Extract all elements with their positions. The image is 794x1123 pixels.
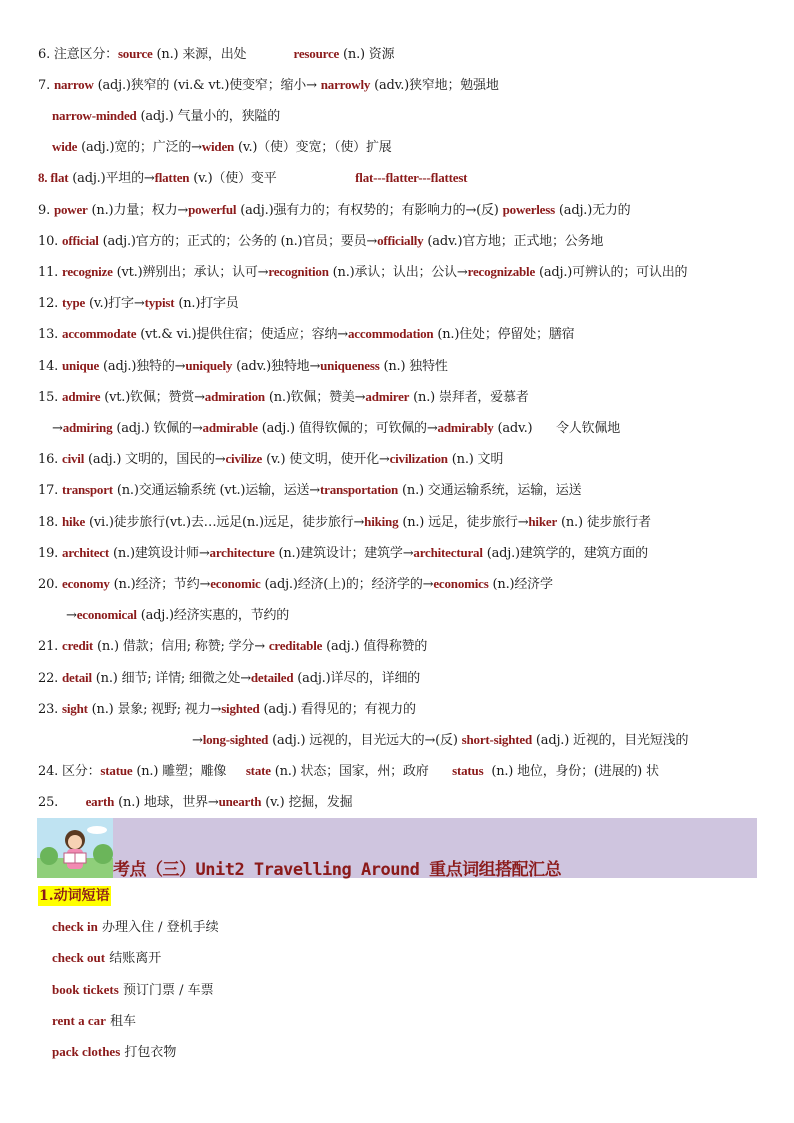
headword: civilize xyxy=(225,451,263,466)
definition-text: 25. xyxy=(38,795,86,810)
phrase-meaning: 结账离开 xyxy=(105,951,162,966)
definition-text: (n.) 细节; 详情; 细微之处→ xyxy=(91,671,251,686)
headword: sight xyxy=(62,701,88,716)
headword: powerful xyxy=(188,202,237,217)
headword: economic xyxy=(210,576,261,591)
definition-text: (adv.)官方地；正式地；公务地 xyxy=(423,234,604,249)
definition-text: (vt.)辨别出；承认；认可→ xyxy=(112,265,269,280)
headword: admire xyxy=(62,389,101,404)
definition-text: (n.) 地位，身份；(进展的) 状 xyxy=(483,764,659,779)
definition-text: (vi.)徒步旅行(vt.)去…远足(n.)远足，徒步旅行→ xyxy=(85,515,365,530)
vocab-entry-line xyxy=(38,637,427,656)
headword: official xyxy=(62,233,99,248)
definition-text: 22. xyxy=(38,671,63,686)
definition-text: (v.)（使）变宽；（使）扩展 xyxy=(234,140,392,155)
definition-text: 13. xyxy=(38,327,63,342)
vocab-entry-line xyxy=(38,544,648,563)
phrase-meaning: 租车 xyxy=(105,1014,137,1029)
definition-text: (n.) 借款；信用; 称赞; 学分→ xyxy=(93,639,269,654)
phrase-item xyxy=(52,918,219,937)
definition-text: (adj.) 值得钦佩的；可钦佩的→ xyxy=(257,421,438,436)
definition-text: 18. xyxy=(38,515,63,530)
definition-text: (adj.)经济(上)的；经济学的→ xyxy=(260,577,434,592)
headword: accommodate xyxy=(62,326,137,341)
subsection-heading: 1.动词短语 xyxy=(39,888,110,904)
phrase-item xyxy=(52,981,214,1000)
definition-text: (n.)承认；认出；公认→ xyxy=(328,265,468,280)
headword: hiking xyxy=(364,514,399,529)
definition-text: 24. 区分： xyxy=(38,764,101,779)
headword: civil xyxy=(62,451,85,466)
definition-text: 21. xyxy=(38,639,63,654)
vocab-entry-line xyxy=(52,107,280,126)
definition-text: (adj.)详尽的，详细的 xyxy=(293,671,421,686)
headword: transport xyxy=(62,482,113,497)
headword: narrowly xyxy=(320,77,371,92)
headword: narrow-minded xyxy=(52,108,137,123)
definition-text: (n.) 远足，徒步旅行→ xyxy=(398,515,529,530)
definition-text: (adj.) 近视的，目光短浅的 xyxy=(532,733,689,748)
definition-text: (adj.)建筑学的，建筑方面的 xyxy=(482,546,648,561)
headword: detail xyxy=(62,670,92,685)
phrase-english: check in xyxy=(52,919,98,934)
definition-text: (adj.)平坦的→ xyxy=(68,171,155,186)
definition-text: 15. xyxy=(38,390,63,405)
definition-text: (v.)（使）变平 xyxy=(189,171,356,186)
definition-text: (adv.)狭窄地；勉强地 xyxy=(370,78,499,93)
headword: widen xyxy=(201,139,235,154)
definition-text: (adj.)可辨认的；可认出的 xyxy=(535,265,688,280)
definition-text: (n.)交通运输系统 (vt.)运输，运送→ xyxy=(112,483,320,498)
headword: sighted xyxy=(221,701,260,716)
headword: state xyxy=(245,763,271,778)
phrase-english: rent a car xyxy=(52,1013,106,1028)
definition-text: (vt.& vi.)提供住宿；使适应；容纳→ xyxy=(136,327,348,342)
vocab-entry-line xyxy=(38,575,553,594)
headword: recognize xyxy=(62,264,113,279)
headword: accommodation xyxy=(347,326,434,341)
headword: narrow xyxy=(53,77,94,92)
definition-text: 16. xyxy=(38,452,63,467)
headword: economical xyxy=(76,607,137,622)
definition-text: (adv.)独特地→ xyxy=(232,359,321,374)
phrase-item xyxy=(52,1043,176,1062)
definition-text: 19. xyxy=(38,546,63,561)
definition-text: (adj.)官方的；正式的；公务的 (n.)官员；要员→ xyxy=(98,234,378,249)
headword: flatten xyxy=(154,170,190,185)
definition-text: (n.) 交通运输系统，运输，运送 xyxy=(398,483,582,498)
vocab-entry-line xyxy=(38,45,394,64)
definition-text: (n.) 资源 xyxy=(339,47,395,62)
definition-text: 12. xyxy=(38,296,63,311)
vocab-entry-line xyxy=(38,357,448,376)
headword: earth xyxy=(85,794,115,809)
vocab-entry-line xyxy=(38,294,239,313)
headword: architecture xyxy=(209,545,275,560)
definition-text: 11. xyxy=(38,265,63,280)
definition-text: (n.) 文明 xyxy=(447,452,504,467)
definition-text: (n.)打字员 xyxy=(174,296,239,311)
headword: admirably xyxy=(437,420,494,435)
headword: uniquely xyxy=(185,358,233,373)
definition-text: (adj.)狭窄的 (vi.& vt.)使变窄；缩小→ xyxy=(93,78,321,93)
phrase-meaning: 打包衣物 xyxy=(120,1045,177,1060)
headword: 8. flat xyxy=(38,170,69,185)
definition-text: (n.)住处；停留处；膳宿 xyxy=(433,327,575,342)
vocab-entry-line xyxy=(38,669,420,688)
section-title: 考点（三）Unit2 Travelling Around 重点词组搭配汇总 xyxy=(113,860,562,880)
headword: creditable xyxy=(268,638,323,653)
definition-text: (adj.) 远视的，目光远大的→(反) xyxy=(268,733,462,748)
headword: long-sighted xyxy=(202,732,269,747)
headword: officially xyxy=(377,233,424,248)
headword: recognizable xyxy=(467,264,536,279)
headword: admiration xyxy=(204,389,265,404)
definition-text: (vt.)钦佩；赞赏→ xyxy=(100,390,205,405)
definition-text: (v.) 挖掘，发掘 xyxy=(261,795,353,810)
vocab-entry-line xyxy=(38,76,499,95)
definition-text: (n.)钦佩；赞美→ xyxy=(264,390,366,405)
headword: short-sighted xyxy=(461,732,532,747)
definition-text: (adj.) 看得见的；有视力的 xyxy=(259,702,416,717)
definition-text: (n.) 来源，出处 xyxy=(152,47,294,62)
definition-text: 20. xyxy=(38,577,63,592)
vocab-entry-line xyxy=(38,325,574,344)
headword: wide xyxy=(52,139,78,154)
headword: powerless xyxy=(502,202,555,217)
definition-text: 9. xyxy=(38,203,54,218)
definition-text: (adj.)强有力的；有权势的；有影响力的→(反) xyxy=(236,203,503,218)
phrase-english: pack clothes xyxy=(52,1044,121,1059)
definition-text: (n.) 雕塑；雕像 xyxy=(132,764,246,779)
definition-text: (n.) 状态；国家，州；政府 xyxy=(270,764,453,779)
definition-text: (adj.) 文明的，国民的→ xyxy=(84,452,226,467)
definition-text: (adj.) 值得称赞的 xyxy=(322,639,428,654)
vocab-entry-line xyxy=(192,731,688,750)
definition-text: → xyxy=(66,608,77,623)
girl-reading-illustration xyxy=(37,818,113,878)
vocab-entry-line xyxy=(52,138,392,157)
vocab-entry-line xyxy=(38,388,529,407)
definition-text: 6. 注意区分： xyxy=(38,47,118,62)
definition-text: (n.) 地球，世界→ xyxy=(114,795,219,810)
definition-text: (adv.) 令人钦佩地 xyxy=(493,421,621,436)
headword: credit xyxy=(62,638,94,653)
definition-text: (adj.)独特的→ xyxy=(99,359,186,374)
headword: flat---flatter---flattest xyxy=(355,170,468,185)
definition-text: (n.) 崇拜者，爱慕者 xyxy=(409,390,529,405)
phrase-item xyxy=(52,1012,136,1031)
vocab-entry-line xyxy=(38,232,603,251)
headword: source xyxy=(117,46,153,61)
phrase-item xyxy=(52,949,161,968)
definition-text: (n.)建筑设计师→ xyxy=(109,546,210,561)
definition-text: 23. xyxy=(38,702,63,717)
headword: uniqueness xyxy=(320,358,380,373)
phrase-english: book tickets xyxy=(52,982,119,997)
headword: architectural xyxy=(413,545,483,560)
phrase-meaning: 预订门票 / 车票 xyxy=(118,983,214,998)
vocab-entry-line xyxy=(52,419,620,438)
phrase-english: check out xyxy=(52,950,106,965)
headword: typist xyxy=(144,295,175,310)
definition-text: (n.)经济学 xyxy=(488,577,553,592)
headword: unique xyxy=(62,358,100,373)
definition-text: 7. xyxy=(38,78,54,93)
headword: architect xyxy=(62,545,110,560)
vocab-entry-line xyxy=(38,201,630,220)
definition-text: (n.)力量；权力→ xyxy=(87,203,189,218)
definition-text: → xyxy=(52,421,63,436)
definition-text: (adj.)经济实惠的，节约的 xyxy=(136,608,290,623)
definition-text: (adj.)无力的 xyxy=(554,203,631,218)
headword: transportation xyxy=(320,482,399,497)
headword: status xyxy=(452,763,484,778)
headword: admirer xyxy=(365,389,410,404)
vocab-entry-line xyxy=(38,762,659,781)
headword: economics xyxy=(433,576,489,591)
definition-text: → xyxy=(192,733,203,748)
headword: statue xyxy=(100,763,133,778)
definition-text: 14. xyxy=(38,359,63,374)
phrase-meaning: 办理入住 / 登机手续 xyxy=(97,920,219,935)
definition-text: (adj.)宽的；广泛的→ xyxy=(77,140,202,155)
headword: economy xyxy=(62,576,110,591)
headword: hike xyxy=(62,514,86,529)
definition-text: (n.) 徒步旅行者 xyxy=(557,515,651,530)
headword: admirable xyxy=(202,420,258,435)
headword: civilization xyxy=(389,451,448,466)
vocab-entry-line xyxy=(38,513,651,532)
definition-text: (n.)建筑设计；建筑学→ xyxy=(274,546,414,561)
vocab-entry-line xyxy=(38,700,416,719)
definition-text: (n.) 独特性 xyxy=(379,359,448,374)
headword: admiring xyxy=(62,420,113,435)
vocab-entry-line xyxy=(38,169,467,188)
headword: unearth xyxy=(218,794,262,809)
headword: detailed xyxy=(250,670,294,685)
definition-text: (n.)经济；节约→ xyxy=(109,577,211,592)
definition-text: (v.) 使文明，使开化→ xyxy=(262,452,390,467)
definition-text: 17. xyxy=(38,483,63,498)
vocab-entry-line xyxy=(66,606,289,625)
headword: power xyxy=(53,202,88,217)
headword: resource xyxy=(293,46,340,61)
headword: type xyxy=(62,295,86,310)
definition-text: 10. xyxy=(38,234,63,249)
definition-text: (v.)打字→ xyxy=(85,296,145,311)
vocab-entry-line xyxy=(38,481,581,500)
headword: hiker xyxy=(528,514,558,529)
definition-text: (adj.) 钦佩的→ xyxy=(112,421,203,436)
vocab-entry-line xyxy=(38,450,503,469)
vocab-entry-line xyxy=(38,793,352,812)
headword: recognition xyxy=(268,264,329,279)
vocab-entry-line xyxy=(38,263,687,282)
definition-text: (n.) 景象; 视野; 视力→ xyxy=(87,702,222,717)
definition-text: (adj.) 气量小的，狭隘的 xyxy=(136,109,281,124)
